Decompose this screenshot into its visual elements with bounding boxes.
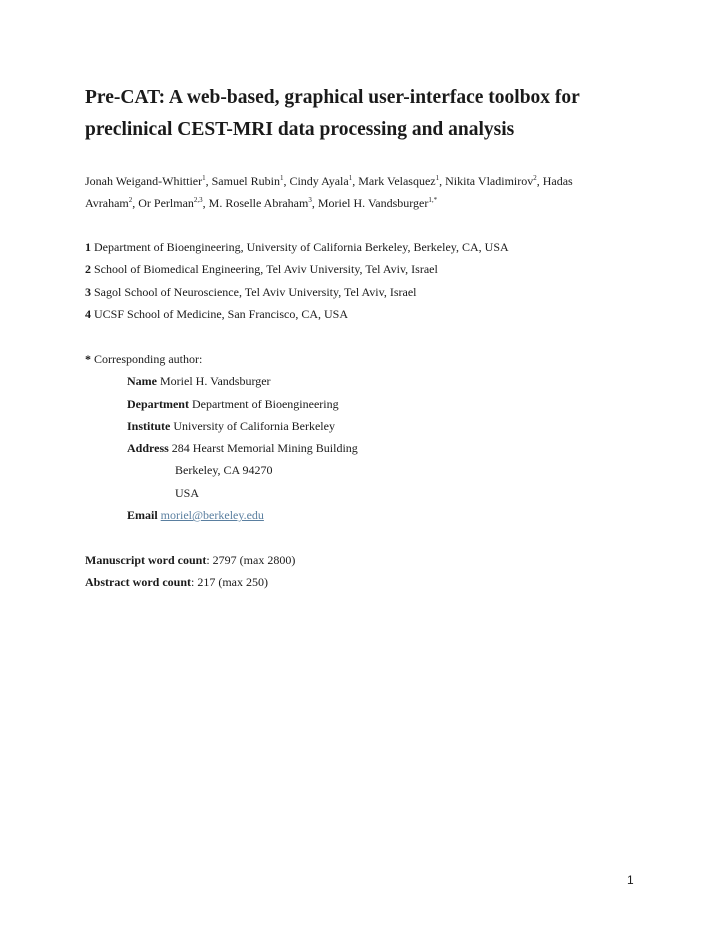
author-affiliation-mark: 1 — [279, 174, 284, 182]
manuscript-count-value: : 2797 (max 2800) — [206, 553, 296, 567]
corr-institute-value: University of California Berkeley — [170, 418, 335, 433]
author-name: , Or Perlman — [132, 196, 194, 210]
author-affiliation-mark: 1 — [435, 174, 440, 182]
paper-title — [85, 82, 645, 146]
abstract-word-count — [85, 571, 295, 593]
author-affiliation-mark: 1 — [348, 174, 353, 182]
corresponding-author-block — [85, 348, 358, 526]
corresponding-star: * — [85, 352, 91, 366]
corr-email-label: Email — [127, 508, 158, 523]
author-name: , Samuel Rubin — [205, 174, 280, 188]
affiliation-text: UCSF School of Medicine, San Francisco, CA, USA — [94, 306, 348, 321]
affiliation-number: 2 — [85, 262, 91, 277]
author-list — [85, 170, 645, 214]
author-affiliation-mark: 3 — [308, 196, 312, 204]
author-affiliation-mark: 2 — [128, 196, 133, 204]
affiliation-number: 4 — [85, 306, 91, 321]
author-affiliation-mark: 2 — [533, 174, 537, 182]
corr-address-line-1: 284 Hearst Memorial Mining Building — [168, 441, 358, 456]
corr-address-line-2: Berkeley, CA 94270 — [175, 463, 273, 478]
affiliation-number: 1 — [85, 240, 91, 254]
corr-department-row — [85, 393, 358, 415]
corr-address-row — [85, 437, 358, 459]
corresponding-author-heading — [85, 348, 358, 370]
author-line-2 — [85, 192, 645, 214]
corr-institute-label: Institute — [127, 418, 171, 433]
corr-name-value: Moriel H. Vandsburger — [157, 374, 271, 389]
corr-name-row — [85, 370, 358, 392]
corr-email-row — [85, 504, 358, 526]
author-name: , Nikita Vladimirov — [439, 174, 534, 188]
corr-email-link[interactable]: moriel@berkeley.edu — [160, 508, 264, 523]
manuscript-count-label: Manuscript word count — [85, 553, 207, 567]
author-affiliation-mark: 2,3 — [193, 196, 203, 204]
affiliation-item — [85, 258, 509, 280]
word-counts — [85, 549, 295, 594]
corr-department-value: Department of Bioengineering — [188, 396, 339, 411]
corr-name-label: Name — [127, 374, 157, 389]
corresponding-heading-text: Corresponding author: — [91, 352, 203, 366]
author-affiliation-mark: 1 — [202, 174, 206, 182]
affiliation-text: School of Biomedical Engineering, Tel Aviv University, Tel Aviv, Israel — [94, 262, 438, 277]
author-name: , Mark Velasquez — [352, 174, 436, 188]
author-line-1 — [85, 170, 645, 192]
affiliation-item — [85, 281, 509, 303]
author-affiliation-mark: 1,* — [428, 196, 438, 204]
affiliation-list — [85, 236, 509, 325]
corr-institute-row — [85, 415, 358, 437]
affiliation-item — [85, 303, 509, 325]
abstract-count-label: Abstract word count — [85, 575, 191, 590]
affiliation-item — [85, 236, 509, 258]
corr-address-label: Address — [127, 441, 169, 456]
corr-address-line-3: USA — [175, 485, 200, 500]
author-name: Avraham — [85, 196, 129, 210]
affiliation-number: 3 — [85, 284, 91, 299]
abstract-count-value: : 217 (max 250) — [191, 575, 268, 590]
corr-department-label: Department — [127, 396, 189, 411]
title-line-1: Pre-CAT: A web-based, graphical user-interface toolbox for — [85, 87, 580, 108]
affiliation-text: Department of Bioengineering, University of California Berkeley, Berkeley, CA, USA — [94, 240, 509, 254]
author-name: , Hadas — [536, 174, 573, 188]
author-name: , Cindy Ayala — [283, 174, 349, 188]
page-number: 1 — [627, 873, 634, 887]
author-name: Jonah Weigand-Whittier — [85, 174, 203, 188]
manuscript-word-count — [85, 549, 295, 571]
affiliation-text: Sagol School of Neuroscience, Tel Aviv University, Tel Aviv, Israel — [94, 284, 417, 299]
title-line-2: preclinical CEST-MRI data processing and analysis — [85, 119, 515, 140]
author-name: , M. Roselle Abraham — [202, 196, 309, 210]
author-name: , Moriel H. Vandsburger — [311, 196, 429, 210]
